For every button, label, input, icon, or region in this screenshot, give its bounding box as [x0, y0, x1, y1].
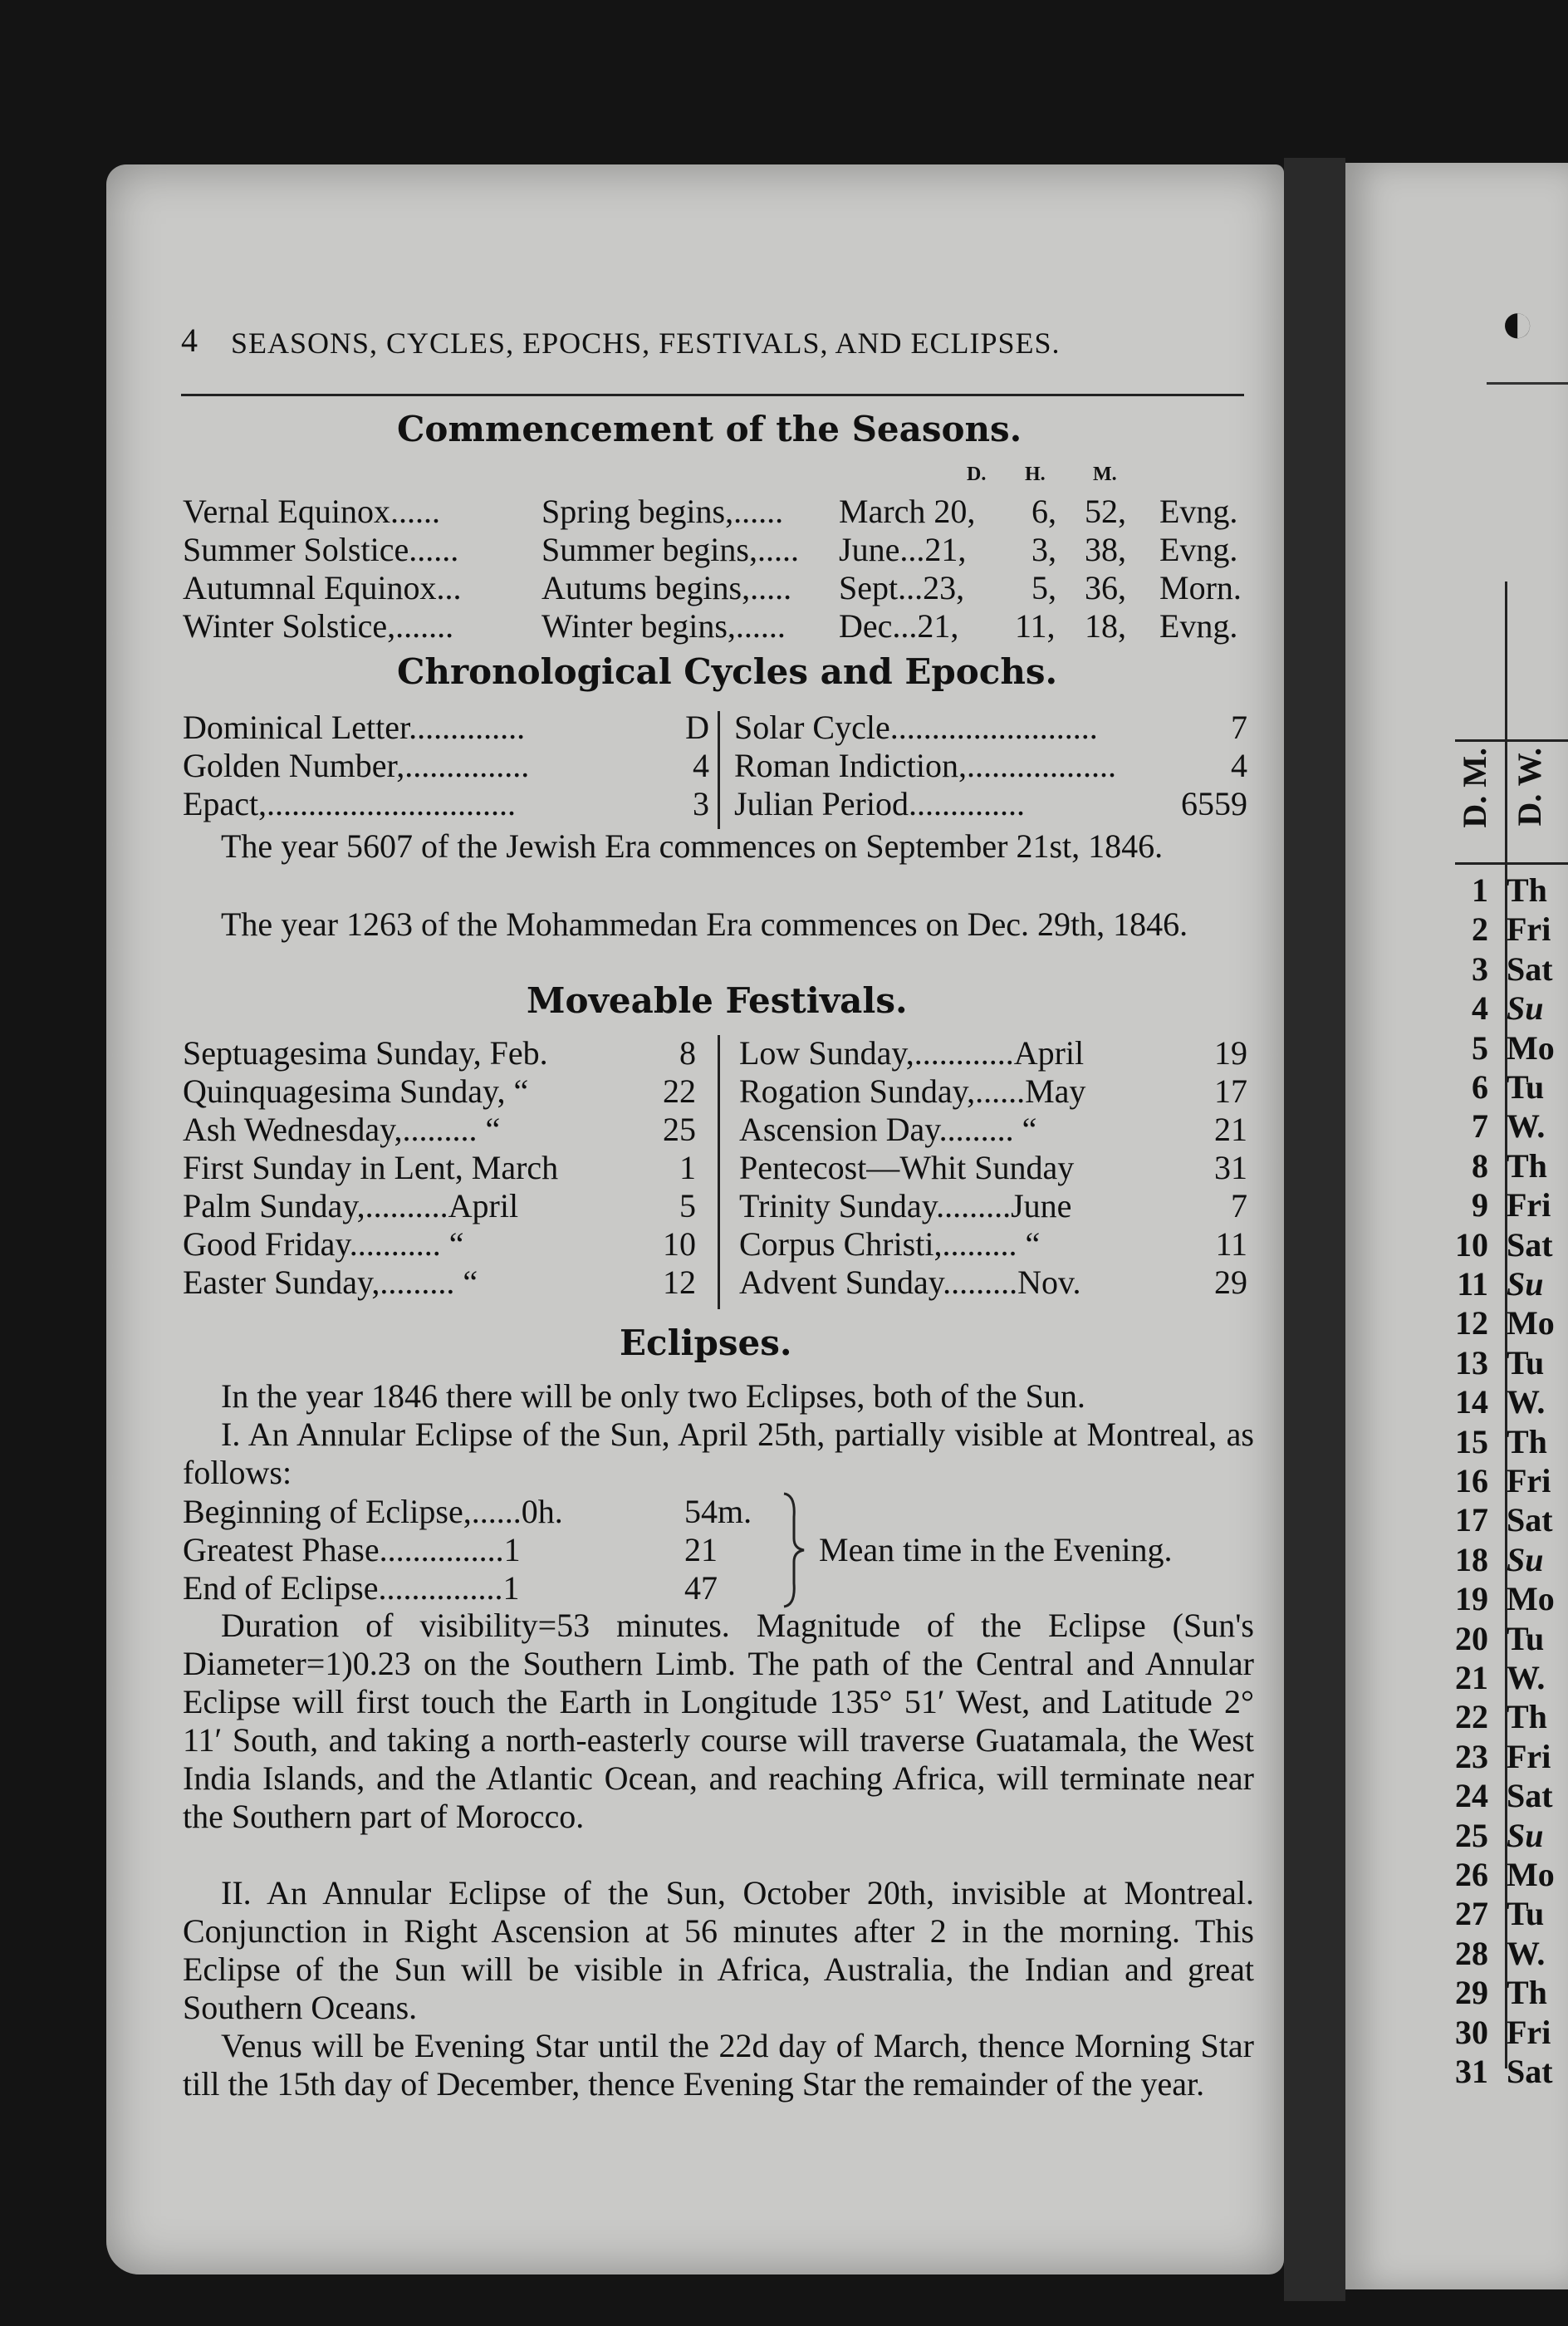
calendar-day-number: 28 — [1455, 1934, 1488, 1972]
calendar-weekday: W. — [1507, 1934, 1546, 1972]
calendar-day-number: 14 — [1455, 1383, 1488, 1421]
calendar-weekday: Fri — [1507, 2013, 1551, 2051]
calendar-day-number: 5 — [1472, 1028, 1488, 1067]
calendar-day-row — [1455, 1540, 1568, 1579]
calendar-day-row — [1455, 1264, 1568, 1303]
calendar-header-rule-top — [1455, 739, 1568, 742]
jewish-era: The year 5607 of the Jewish Era commences on September 21st, 1846. — [221, 827, 1164, 865]
eclipses-heading: Eclipses. — [620, 1322, 792, 1363]
season-row: Summer Solstice...... Summer begins,..... June...21, 3, 38, Evng. — [183, 531, 1238, 568]
calendar-day-number: 23 — [1455, 1737, 1488, 1775]
calendar-day-row — [1455, 1855, 1568, 1894]
phase-row: Greatest Phase...............1 21 — [183, 1531, 718, 1568]
season-row: Winter Solstice,....... Winter begins,...... Dec...21, 11, 18, Evng. — [183, 607, 1238, 645]
calendar-weekday: W. — [1507, 1659, 1546, 1696]
cycle-row: Epact,.............................. 3 Julian Period.............. 6559 — [183, 785, 1247, 822]
festival-row: Quinquagesima Sunday, “ 22 Rogation Sunday,......May 17 — [183, 1072, 1247, 1110]
cycles-heading: Chronological Cycles and Epochs. — [397, 651, 1058, 692]
calendar-day-number: 15 — [1455, 1422, 1488, 1460]
calendar-day-number: 31 — [1455, 2053, 1488, 2090]
calendar-weekday: Tu — [1507, 1068, 1545, 1106]
calendar-day-row — [1455, 1146, 1568, 1185]
header-rule — [181, 394, 1244, 396]
calendar-day-number: 19 — [1455, 1580, 1488, 1618]
calendar-day-number: 12 — [1455, 1304, 1488, 1342]
calendar-day-row — [1455, 1934, 1568, 1973]
calendar-day-row — [1455, 1343, 1568, 1382]
season-row: Autumnal Equinox... Autums begins,..... Sept...23, 5, 36, Morn. — [183, 569, 1242, 606]
calendar-day-number: 21 — [1455, 1659, 1488, 1696]
moon-phase-icon: ◐ — [1500, 292, 1536, 356]
calendar-weekday: Sat — [1507, 1501, 1553, 1539]
calendar-day-row — [1455, 1500, 1568, 1539]
festival-row: Septuagesima Sunday, Feb. 8 Low Sunday,............April 19 — [183, 1034, 1247, 1072]
calendar-weekday: Mo — [1507, 1580, 1555, 1618]
col-m: M. — [1093, 464, 1117, 485]
calendar-day-row — [1455, 1658, 1568, 1697]
calendar-day-row — [1455, 1225, 1568, 1264]
calendar-day-number: 18 — [1455, 1540, 1488, 1578]
calendar-day-row — [1455, 1303, 1568, 1342]
calendar-day-number: 2 — [1472, 910, 1488, 949]
calendar-day-number: 22 — [1455, 1698, 1488, 1736]
calendar-weekday: Sat — [1507, 2053, 1553, 2090]
calendar-day-number: 30 — [1455, 2013, 1488, 2051]
calendar-day-row — [1455, 1973, 1568, 2012]
calendar-day-number: 6 — [1472, 1068, 1488, 1106]
col-h: H. — [1025, 464, 1046, 485]
calendar-day-row — [1455, 1894, 1568, 1933]
running-title: SEASONS, CYCLES, EPOCHS, FESTIVALS, AND ECLIPSES. — [231, 326, 1061, 360]
calendar-weekday: Sat — [1507, 1777, 1553, 1815]
festival-row: Palm Sunday,..........April 5 Trinity Sunday.........June 7 — [183, 1187, 1247, 1224]
calendar-day-row — [1455, 950, 1568, 989]
calendar-day-row — [1455, 1185, 1568, 1224]
page-number: 4 — [181, 321, 198, 359]
phase-row: Beginning of Eclipse,......0h. 54m. — [183, 1493, 752, 1530]
calendar-header-rule-bottom — [1455, 862, 1568, 865]
calendar-weekday: Sat — [1507, 1225, 1553, 1264]
calendar-col-dm: D. M. — [1456, 748, 1493, 828]
calendar-day-row — [1455, 1028, 1568, 1067]
calendar-day-number: 26 — [1455, 1856, 1488, 1893]
phase-note: Mean time in the Evening. — [819, 1531, 1173, 1568]
calendar-weekday: Fri — [1507, 910, 1551, 949]
calendar-day-row — [1455, 2052, 1568, 2091]
col-d: D. — [967, 464, 987, 485]
festivals-heading: Moveable Festivals. — [527, 980, 908, 1021]
calendar-weekday: Tu — [1507, 1619, 1545, 1657]
calendar-day-number: 13 — [1455, 1343, 1488, 1381]
calendar-day-number: 11 — [1457, 1265, 1488, 1303]
calendar-weekday: Th — [1507, 1974, 1547, 2012]
calendar-day-row — [1455, 871, 1568, 910]
calendar-weekday: Mo — [1507, 1028, 1555, 1067]
calendar-weekday: Sat — [1507, 950, 1553, 988]
calendar-day-number: 25 — [1455, 1816, 1488, 1854]
calendar-weekday: Th — [1507, 1698, 1547, 1736]
calendar-day-number: 16 — [1455, 1462, 1488, 1499]
calendar-weekday: Th — [1507, 1422, 1547, 1460]
calendar-day-number: 24 — [1455, 1777, 1488, 1815]
season-row: Vernal Equinox...... Spring begins,...... March 20, 6, 52, Evng. — [183, 493, 1238, 530]
calendar-day-number: 3 — [1472, 950, 1488, 988]
calendar-day-number: 1 — [1472, 871, 1488, 909]
calendar-weekday: Su — [1507, 1540, 1544, 1578]
calendar-weekday: Fri — [1507, 1462, 1551, 1499]
calendar-weekday: Fri — [1507, 1737, 1551, 1775]
calendar-weekday: Mo — [1507, 1856, 1555, 1893]
calendar-day-number: 7 — [1472, 1107, 1488, 1146]
calendar-weekday: Mo — [1507, 1304, 1555, 1342]
calendar-day-row — [1455, 910, 1568, 949]
calendar-day-row — [1455, 1382, 1568, 1421]
eclipse-duration: Duration of visibility=53 minutes. Magnitude of the Eclipse (Sun's Diameter=1)0.23 on the Southern Limb. The path of the Central and Annular Eclipse will first touch the Earth in Longitude 135° 51′ West, and Latitude 2° 11′ South, and taking a north-easterly course will traverse Guatamala, the West India Islands, and the Atlantic Ocean, and reaching Africa, will terminate near the Southern part of Morocco. — [183, 1607, 1254, 1835]
mohammedan-era: The year 1263 of the Mohammedan Era commences on Dec. 29th, 1846. — [221, 905, 1188, 943]
calendar-weekday: Su — [1507, 1816, 1544, 1854]
calendar-weekday: Su — [1507, 989, 1544, 1028]
calendar-day-number: 20 — [1455, 1619, 1488, 1657]
cycle-row: Dominical Letter.............. D Solar Cycle......................... 7 — [183, 709, 1247, 746]
calendar-day-row — [1455, 1461, 1568, 1500]
calendar-weekday: Tu — [1507, 1895, 1545, 1933]
calendar-weekday: Su — [1507, 1265, 1544, 1303]
calendar-day-row — [1455, 1697, 1568, 1736]
calendar-day-number: 29 — [1455, 1974, 1488, 2012]
calendar-day-row — [1455, 1107, 1568, 1146]
calendar-day-row — [1455, 1619, 1568, 1658]
calendar-col-dw: D. W. — [1511, 748, 1548, 827]
calendar-day-number: 17 — [1455, 1501, 1488, 1539]
phase-row: End of Eclipse...............1 47 — [183, 1569, 718, 1607]
eclipse-first: I. An Annular Eclipse of the Sun, April 25th, partially visible at Montreal, as follows: — [183, 1416, 1254, 1491]
calendar-day-row — [1455, 989, 1568, 1028]
festival-row: First Sunday in Lent, March 1 Pentecost—Whit Sunday 31 — [183, 1149, 1247, 1186]
calendar-day-row — [1455, 1422, 1568, 1461]
calendar-weekday: Th — [1507, 871, 1547, 909]
calendar-day-row — [1455, 2013, 1568, 2052]
right-header-rule — [1487, 382, 1568, 385]
calendar-day-number: 10 — [1455, 1225, 1488, 1264]
calendar-weekday: Fri — [1507, 1186, 1551, 1224]
seasons-heading: Commencement of the Seasons. — [397, 409, 1022, 449]
eclipse-second: II. An Annular Eclipse of the Sun, October 20th, invisible at Montreal. Conjunction in Right Ascension at 56 minutes after 2 in the morning. This Eclipse of the Sun will be visible in Africa, Australia, the Indian and great Southern Oceans. — [183, 1874, 1254, 2026]
festival-row: Easter Sunday,......... “ 12 Advent Sunday.........Nov. 29 — [183, 1264, 1247, 1301]
book-gutter — [1284, 158, 1345, 2301]
calendar-weekday: W. — [1507, 1383, 1546, 1421]
calendar-day-number: 9 — [1472, 1186, 1488, 1224]
calendar-day-number: 8 — [1472, 1146, 1488, 1185]
calendar-day-row — [1455, 1067, 1568, 1107]
calendar-day-row — [1455, 1776, 1568, 1815]
venus-note: Venus will be Evening Star until the 22d day of March, thence Morning Star till the 15th day of December, thence Evening Star the remainder of the year. — [183, 2027, 1254, 2103]
calendar-day-row — [1455, 1579, 1568, 1618]
calendar-day-number: 27 — [1455, 1895, 1488, 1933]
brace-icon — [781, 1492, 806, 1608]
calendar-weekday: Th — [1507, 1146, 1547, 1185]
festival-row: Good Friday........... “ 10 Corpus Christi,......... “ 11 — [183, 1225, 1247, 1263]
calendar-day-row — [1455, 1816, 1568, 1855]
festival-row: Ash Wednesday,......... “ 25 Ascension Day......... “ 21 — [183, 1111, 1247, 1148]
calendar-day-row — [1455, 1737, 1568, 1776]
eclipses-intro: In the year 1846 there will be only two Eclipses, both of the Sun. — [221, 1377, 1085, 1415]
calendar-weekday: Tu — [1507, 1343, 1545, 1381]
cycle-row: Golden Number,............... 4 Roman Indiction,.................. 4 — [183, 747, 1247, 784]
calendar-day-number: 4 — [1472, 989, 1488, 1028]
calendar-weekday: W. — [1507, 1107, 1546, 1146]
